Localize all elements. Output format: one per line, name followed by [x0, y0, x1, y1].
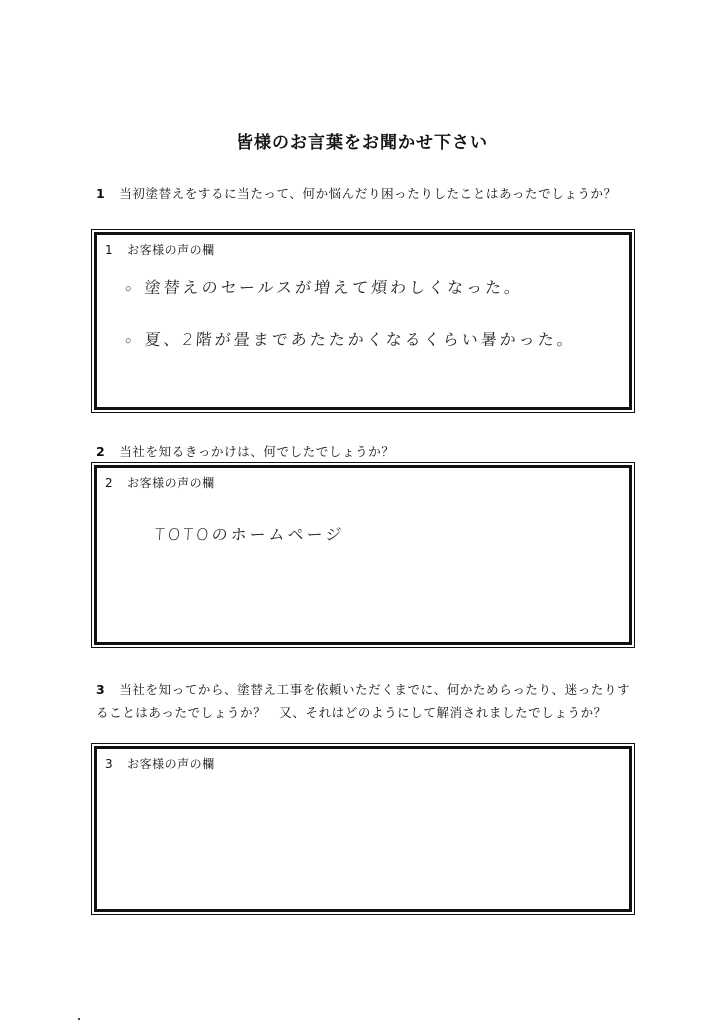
answer-box-2-label — [105, 474, 215, 491]
answer-2-line-1 — [154, 522, 345, 545]
answer-box-3-number: 3 — [105, 757, 114, 771]
question-1 — [96, 182, 636, 205]
answer-2-line-1-text: TOTOのホームページ — [154, 525, 346, 544]
answer-box-3-title: お客様の声の欄 — [127, 757, 215, 771]
answer-box-2[interactable] — [94, 465, 632, 645]
scan-speck — [78, 1018, 80, 1020]
answer-1-line-2 — [124, 327, 576, 350]
answer-1-line-2-text: 夏、2階が畳まであたたかくなるくらい暑かった。 — [143, 330, 577, 349]
bullet-icon: ○ — [124, 334, 135, 347]
answer-box-1[interactable] — [94, 232, 632, 410]
answer-1-line-1-text: 塗替えのセールスが増えて煩わしくなった。 — [143, 278, 524, 297]
answer-1-line-1 — [124, 275, 524, 298]
question-3 — [96, 678, 636, 724]
question-2 — [96, 440, 636, 463]
answer-box-2-title: お客様の声の欄 — [127, 476, 215, 490]
question-2-text: 当社を知るきっかけは、何でしたでしょうか？ — [119, 444, 395, 459]
answer-box-1-number: 1 — [105, 243, 114, 257]
question-2-number: 2 — [96, 444, 106, 459]
answer-box-1-label — [105, 241, 215, 258]
answer-box-3[interactable] — [94, 746, 632, 912]
question-1-number: 1 — [96, 186, 106, 201]
answer-box-3-label — [105, 755, 215, 772]
question-3-number: 3 — [96, 682, 106, 697]
question-1-text: 当初塗替えをするに当たって、何か悩んだり困ったりしたことはあったでしょうか？ — [119, 186, 617, 201]
question-3-text: 当社を知ってから、塗替え工事を依頼いただくまでに、何かためらったり、迷ったりすることはあったでしょうか？ 又、それはどのようにして解消されましたでしょうか？ — [96, 682, 631, 720]
answer-box-1-title: お客様の声の欄 — [127, 243, 215, 257]
bullet-icon: ○ — [124, 282, 135, 295]
answer-box-2-number: 2 — [105, 476, 114, 490]
page-title: 皆様のお言葉をお聞かせ下さい — [236, 133, 488, 153]
